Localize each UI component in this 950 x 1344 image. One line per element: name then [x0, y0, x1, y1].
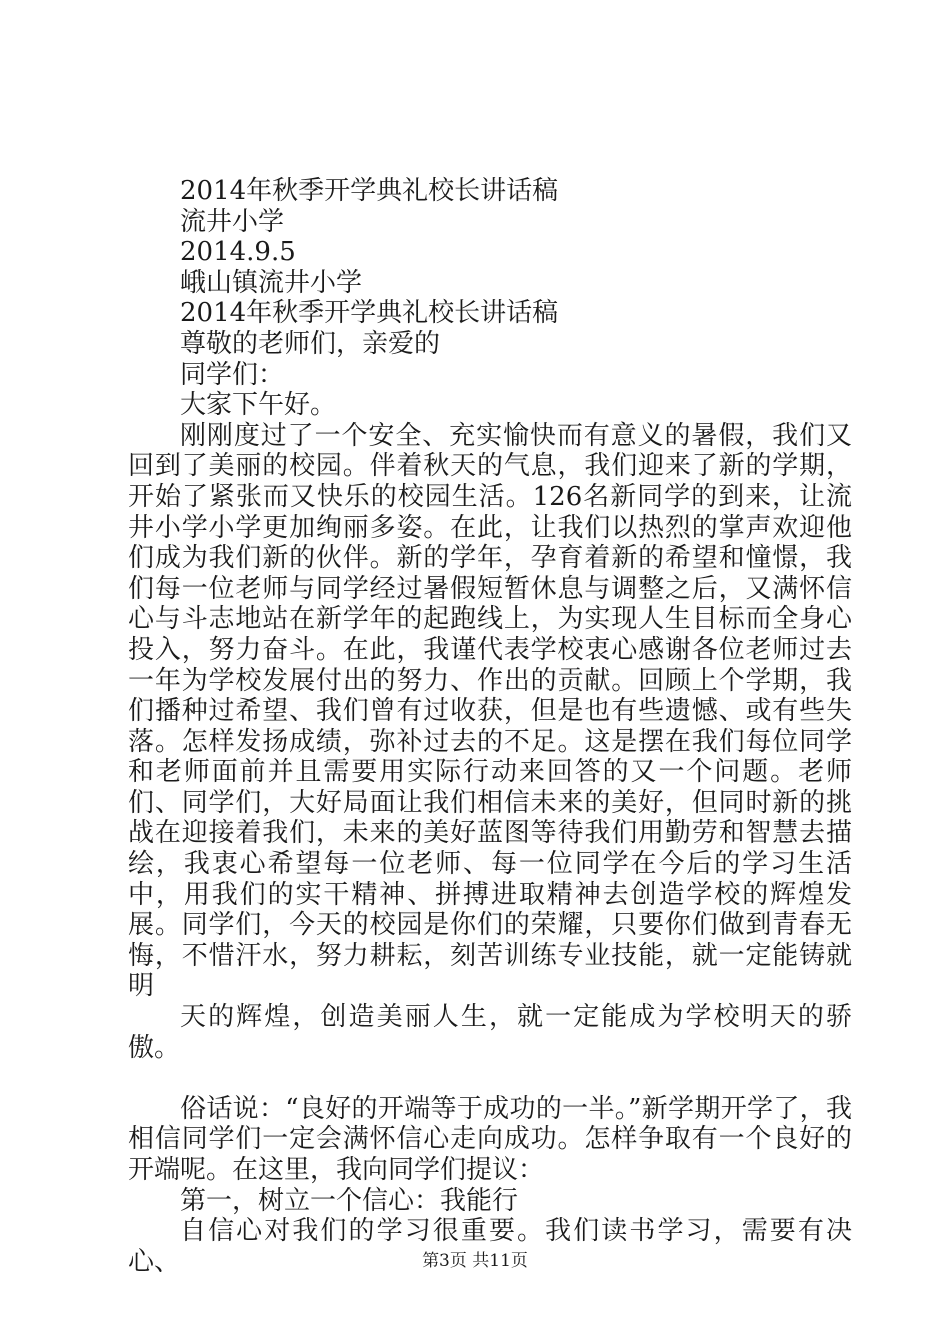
body-paragraph-1: 刚刚度过了一个安全、充实愉快而有意义的暑假，我们又回到了美丽的校园。伴着秋天的气息，我们迎来了新的学期，开始了紧张而又快乐的校园生活。126名新同学的到来，让流井小学小学更加绚丽多姿。在此，让我们以热烈的掌声欢迎他们成为我们新的伙伴。新的学年，孕育着新的希望和憧憬，我们每一位老师与同学经过暑假短暂休息与调整之后，又满怀信心与斗志地站在新学年的起跑线上，为实现人生目标而全身心投入，努力奋斗。在此，我谨代表学校衷心感谢各位老师过去一年为学校发展付出的努力、作出的贡献。回顾上个学期，我们播种过希望、我们曾有过收获，但是也有些遗憾、或有些失落。怎样发扬成绩，弥补过去的不足。这是摆在我们每位同学和老师面前并且需要用实际行动来回答的又一个问题。老师们、同学们，大好局面让我们相信未来的美好，但同时新的挑战在迎接着我们，未来的美好蓝图等待我们用勤劳和智慧去描绘，我衷心希望每一位老师、每一位同学在今后的学习生活中，用我们的实干精神、拼搏进取精神去创造学校的辉煌发展。同学们，今天的校园是你们的荣耀，只要你们做到青春无悔，不惜汗水，努力耕耘，刻苦训练专业技能，就一定能铸就明 — [128, 420, 852, 1002]
doc-date: 2014.9.5 — [180, 237, 296, 268]
doc-title: 2014年秋季开学典礼校长讲话稿 — [180, 176, 559, 206]
school-name: 流井小学 — [180, 206, 285, 237]
paragraph-gap — [128, 1063, 852, 1094]
body-paragraph-2: 天的辉煌，创造美丽人生，就一定能成为学校明天的骄傲。 — [128, 1002, 852, 1063]
school-full-name: 峨山镇流井小学 — [180, 267, 363, 298]
section-heading-1: 第一，树立一个信心：我能行 — [180, 1185, 519, 1216]
body-paragraph-3: 俗话说：“良好的开端等于成功的一半。”新学期开学了，我相信同学们一定会满怀信心走向成功。怎样争取有一个良好的开端呢。在这里，我向同学们提议： — [128, 1093, 852, 1185]
salutation-line-2: 同学们： — [180, 359, 285, 390]
greeting: 大家下午好。 — [180, 390, 337, 421]
salutation-line-1: 尊敬的老师们，亲爱的 — [180, 328, 441, 359]
document-body — [128, 176, 852, 1277]
body-paragraph-5: 自信心对我们的学习很重要。我们读书学习，需要有决心、 — [128, 1216, 852, 1277]
page-number-footer: 第3页 共11页 — [422, 1251, 528, 1271]
doc-title-repeat: 2014年秋季开学典礼校长讲话稿 — [180, 298, 559, 329]
